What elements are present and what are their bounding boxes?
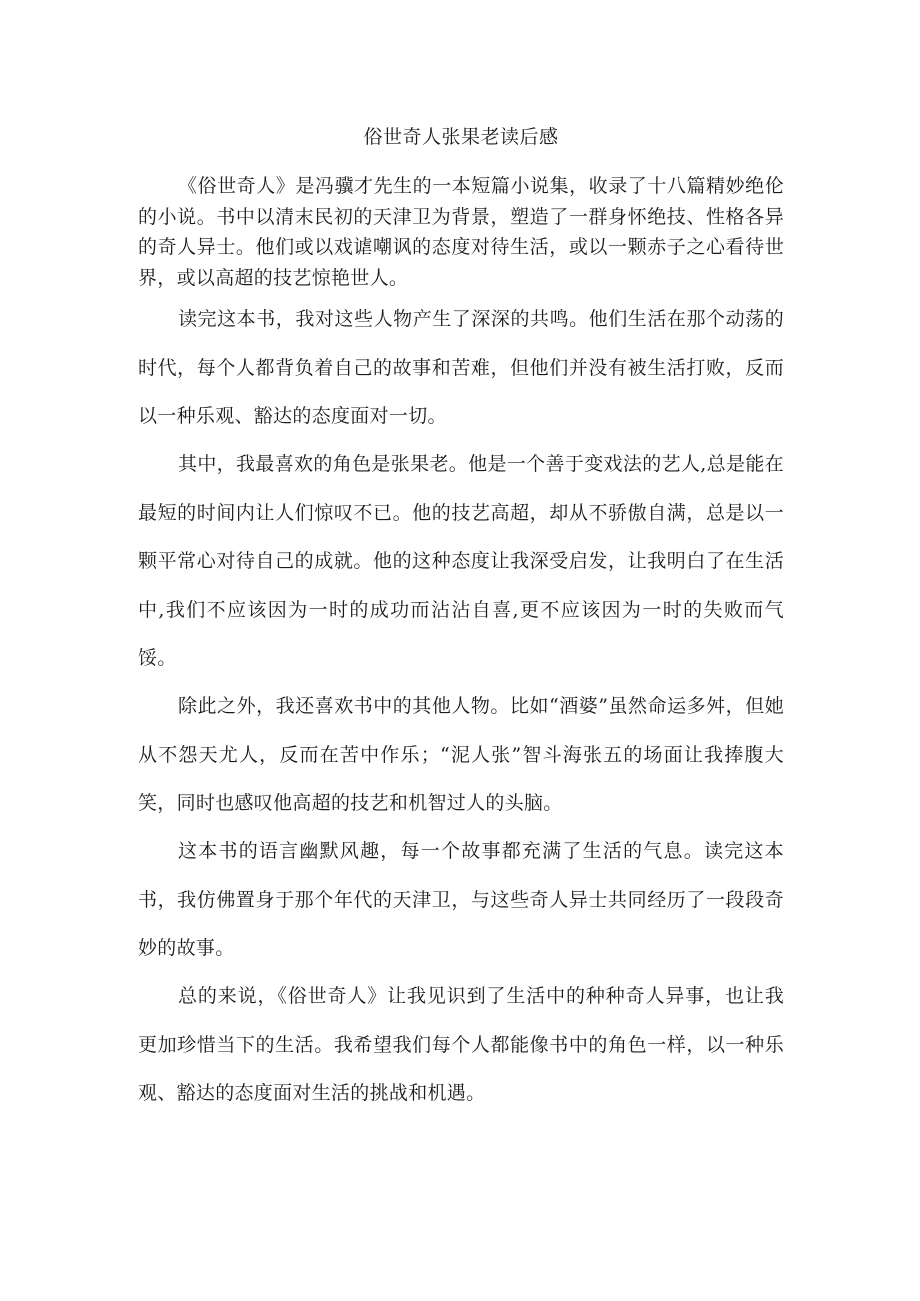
- paragraph-zhangguolao: 其中，我最喜欢的角色是张果老。他是一个善于变戏法的艺人,总是能在最短的时间内让人们惊叹不已。他的技艺高超，却从不骄傲自满，总是以一颗平常心对待自己的成就。他的这种态度让我深受启发，让我明白了在生活中,我们不应该因为一时的成功而沾沾自喜,更不应该因为一时的失败而气馁。: [138, 453, 784, 669]
- paragraph-intro: 《俗世奇人》是冯骥才先生的一本短篇小说集，收录了十八篇精妙绝伦的小说。书中以清末民初的天津卫为背景，塑造了一群身怀绝技、性格各异的奇人异士。他们或以戏谑嘲讽的态度对待生活，或以一颗赤子之心看待世界，或以高超的技艺惊艳世人。: [138, 175, 784, 289]
- paragraph-other-characters: 除此之外，我还喜欢书中的其他人物。比如“酒婆”虽然命运多舛，但她从不怨天尤人，反而在苦中作乐；“泥人张”智斗海张五的场面让我捧腹大笑，同时也感叹他高超的技艺和机智过人的头脑。: [138, 695, 784, 814]
- paragraph-resonance: 读完这本书，我对这些人物产生了深深的共鸣。他们生活在那个动荡的时代，每个人都背负着自己的故事和苦难，但他们并没有被生活打败，反而以一种乐观、豁达的态度面对一切。: [138, 308, 784, 427]
- paragraph-language: 这本书的语言幽默风趣，每一个故事都充满了生活的气息。读完这本书，我仿佛置身于那个年代的天津卫，与这些奇人异士共同经历了一段段奇妙的故事。: [138, 840, 784, 959]
- document-title: 俗世奇人张果老读后感: [363, 126, 559, 148]
- paragraph-conclusion: 总的来说，《俗世奇人》让我见识到了生活中的种种奇人异事，也让我更加珍惜当下的生活。我希望我们每个人都能像书中的角色一样，以一种乐观、豁达的态度面对生活的挑战和机遇。: [138, 985, 784, 1104]
